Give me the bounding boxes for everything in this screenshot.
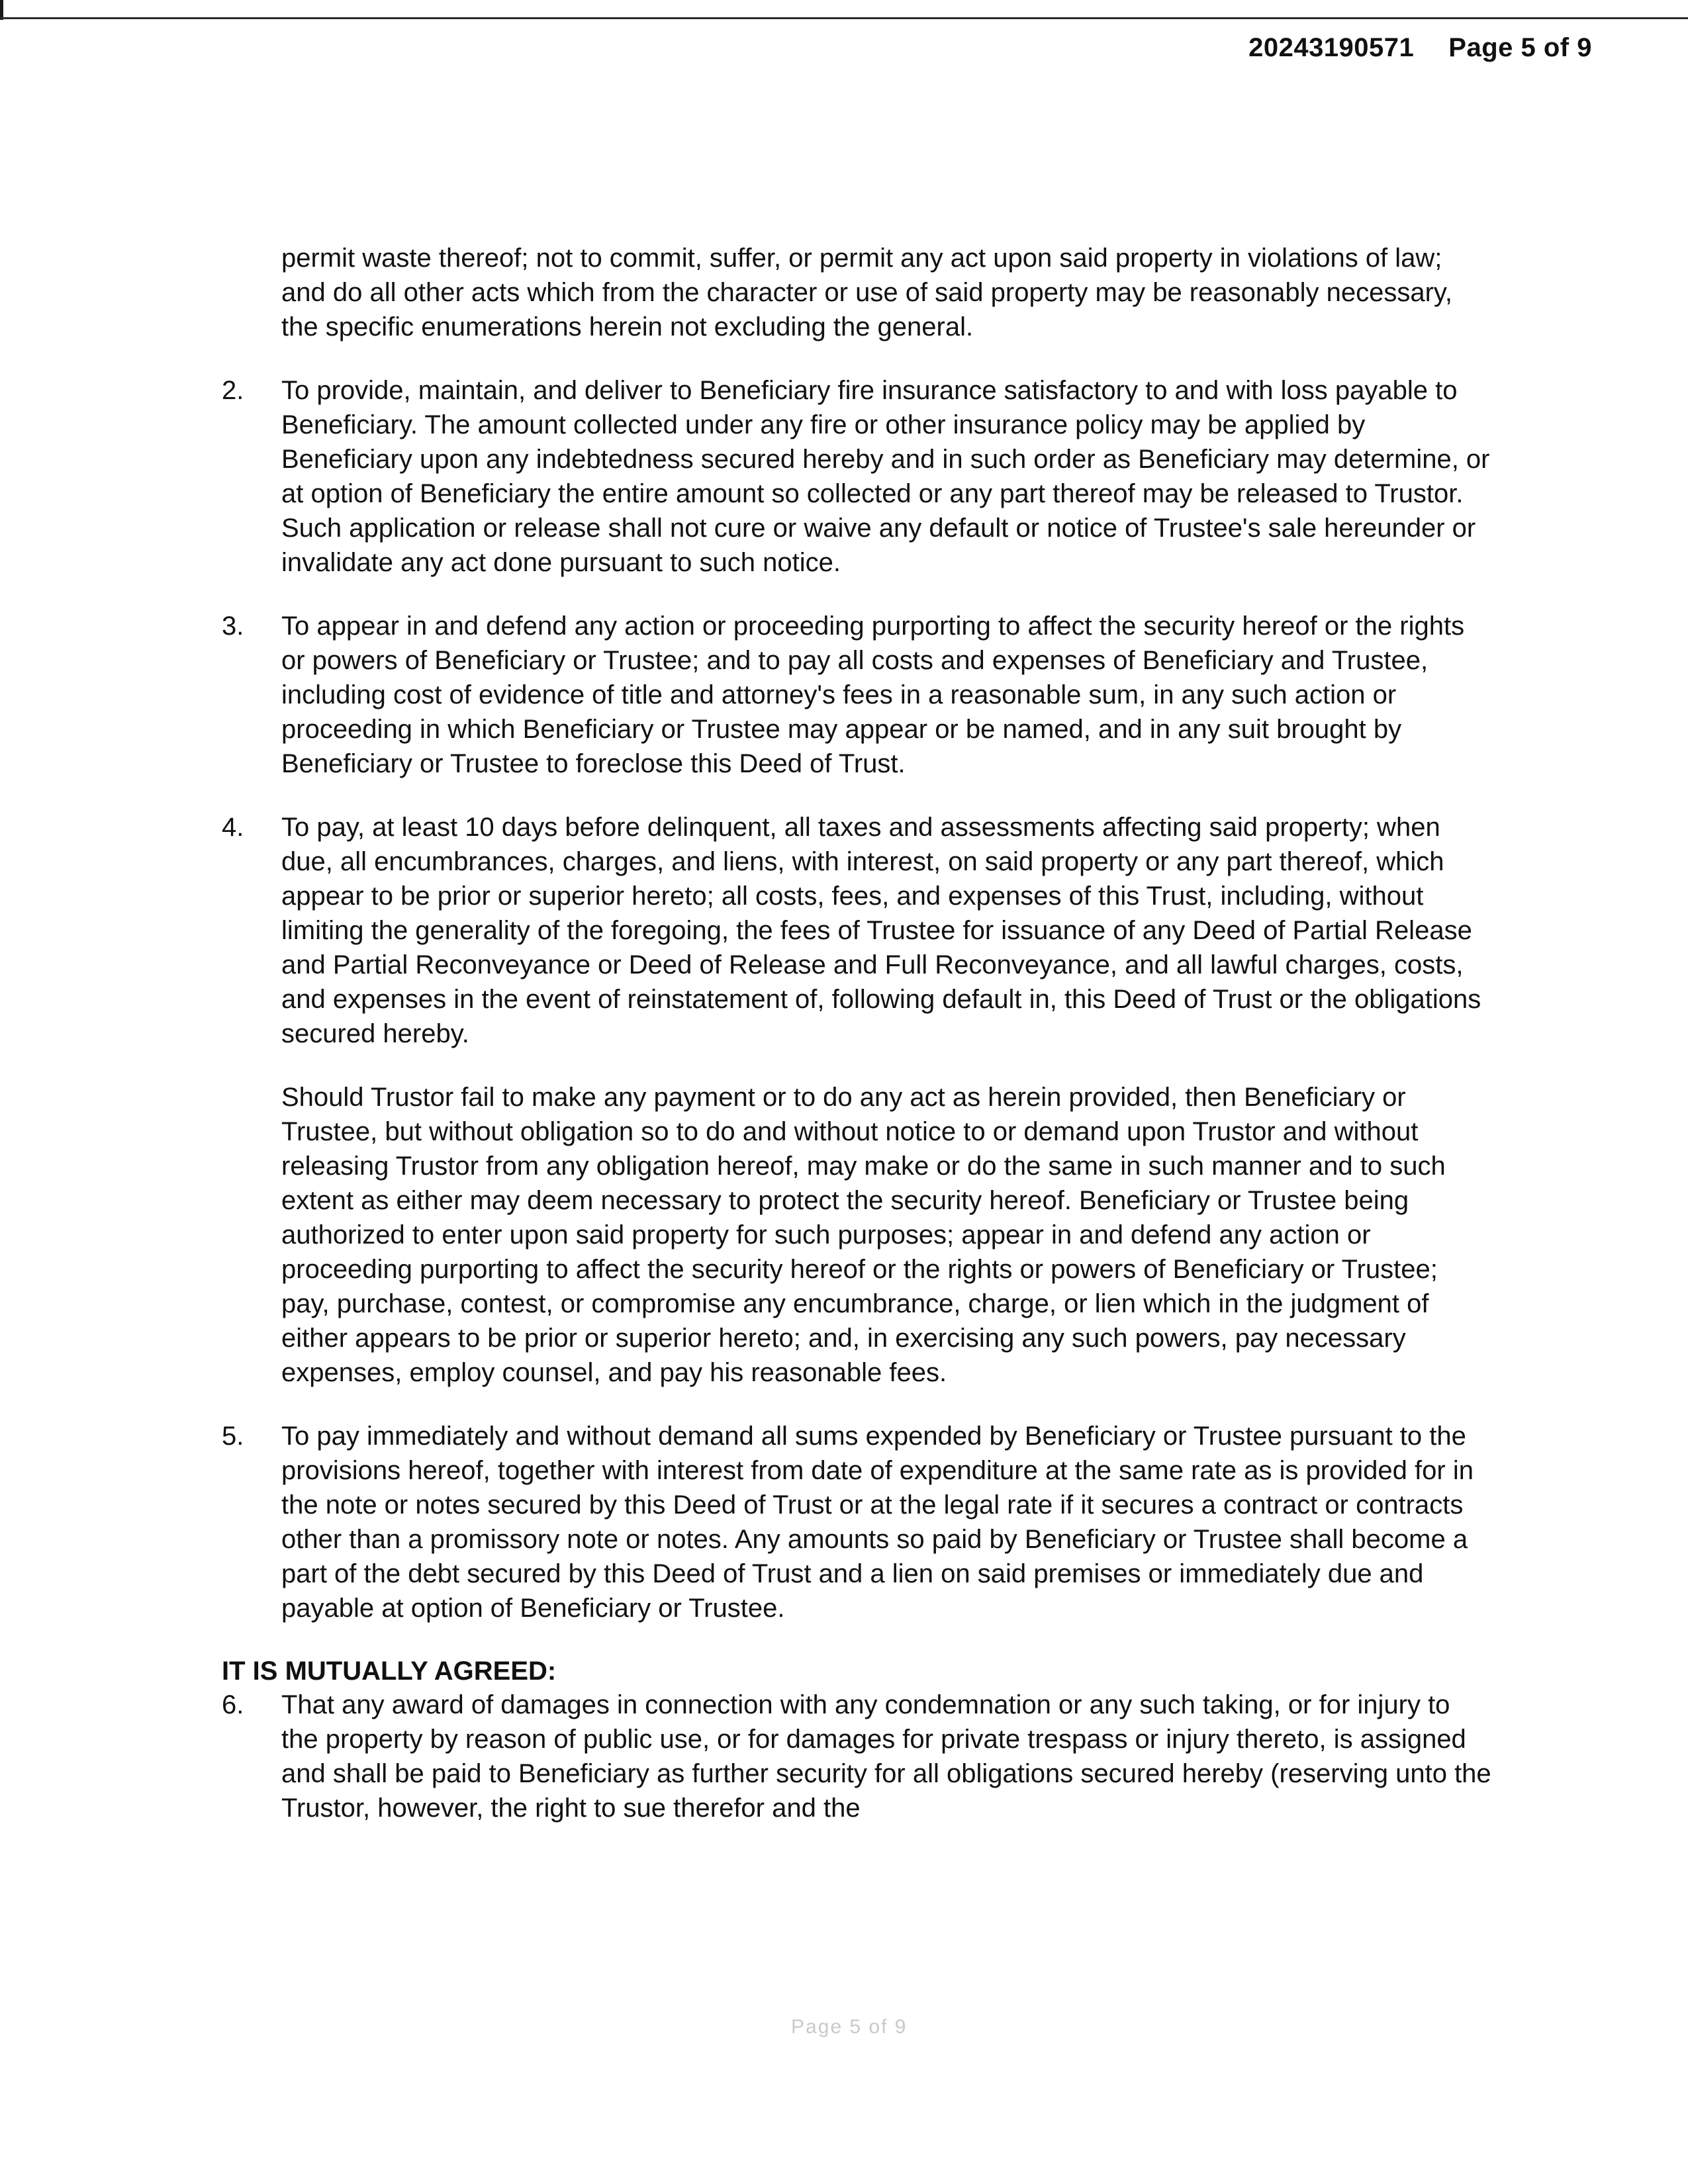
clause-text: That any award of damages in connection with any condemnation or any such taking, or for injury to the property by reason of public use, or for damages for private trespass or injury thereto, is assigned and shall be paid to Beneficiary as further security for all obligations secured hereby (reserving unto the Trustor, however, the right to sue therefor and the — [281, 1690, 1491, 1823]
clause-text: To appear in and defend any action or proceeding purporting to affect the security hereof or the rights or powers of Beneficiary or Trustee; and to pay all costs and expenses of Beneficiary and Trustee, including cost of evidence of title and attorney's fees in a reasonable sum, in any such action or proceeding in which Beneficiary or Trustee may appear or be named, and in any suit brought by Beneficiary or Trustee to foreclose this Deed of Trust. — [281, 612, 1465, 778]
clause-number: 2. — [222, 376, 244, 405]
clause-2 — [222, 373, 1493, 580]
clause-text: To provide, maintain, and deliver to Beneficiary fire insurance satisfactory to and with loss payable to Beneficiary. The amount collected under any fire or other insurance policy may be applied by Beneficiary upon any indebtedness secured hereby and in such order as Beneficiary may determine, or at option of Beneficiary the entire amount so collected or any part thereof may be released to Trustor. Such application or release shall not cure or waive any default or notice of Trustee's sale hereunder or invalidate any act done pursuant to such notice. — [281, 376, 1490, 577]
scan-top-rule — [0, 17, 1688, 19]
mutually-agreed-heading: IT IS MUTUALLY AGREED: — [222, 1657, 557, 1686]
page-indicator: Page 5 of 9 — [1448, 33, 1592, 62]
clause-number: 6. — [222, 1690, 244, 1719]
clause-number: 3. — [222, 612, 244, 641]
faint-page-mark: Page 5 of 9 — [791, 2016, 908, 2038]
clause-5 — [222, 1419, 1493, 1625]
recording-header — [1248, 33, 1592, 63]
trustor-failure-paragraph: Should Trustor fail to make any payment or to do any act as herein provided, then Beneficiary or Trustee, but without obligation so to do and without notice to or demand upon Trustor and without releasing Trustor from any obligation hereof, may make or do the same in such manner and to such extent as either may deem necessary to protect the security hereof. Beneficiary or Trustee being authorized to enter upon said property for such purposes; appear in and defend any action or proceeding purporting to affect the security hereof or the rights or powers of Beneficiary or Trustee; pay, purchase, contest, or compromise any encumbrance, charge, or lien which in the judgment of either appears to be prior or superior hereto; and, in exercising any such powers, pay necessary expenses, employ counsel, and pay his reasonable fees. — [281, 1083, 1446, 1387]
clause-text: To pay immediately and without demand all sums expended by Beneficiary or Trustee pursuant to the provisions hereof, together with interest from date of expenditure at the same rate as is provided for in the note or notes secured by this Deed of Trust or at the legal rate if it secures a contract or contracts other than a promissory note or notes. Any amounts so paid by Beneficiary or Trustee shall become a part of the debt secured by this Deed of Trust and a lien on said premises or immediately due and payable at option of Beneficiary or Trustee. — [281, 1422, 1474, 1623]
clause-number: 5. — [222, 1422, 244, 1451]
clause-text: To pay, at least 10 days before delinquent, all taxes and assessments affecting said property; when due, all encumbrances, charges, and liens, with interest, on said property or any part thereof, which appear to be prior or superior hereto; all costs, fees, and expenses of this Trust, including, without limiting the generality of the foregoing, the fees of Trustee for issuance of any Deed of Partial Release and Partial Reconveyance or Deed of Release and Full Reconveyance, and all lawful charges, costs, and expenses in the event of reinstatement of, following default in, this Deed of Trust or the obligations secured hereby. — [281, 813, 1481, 1048]
clause-6 — [222, 1688, 1493, 1825]
clause-number: 4. — [222, 813, 244, 842]
continuation-paragraph: permit waste thereof; not to commit, suffer, or permit any act upon said property in violations of law; and do all other acts which from the character or use of said property may be reasonably necessary, the specific enumerations herein not excluding the general. — [281, 244, 1453, 341]
document-number: 20243190571 — [1248, 33, 1415, 62]
deed-body — [222, 241, 1493, 1854]
clause-4 — [222, 810, 1493, 1051]
clause-3 — [222, 609, 1493, 781]
